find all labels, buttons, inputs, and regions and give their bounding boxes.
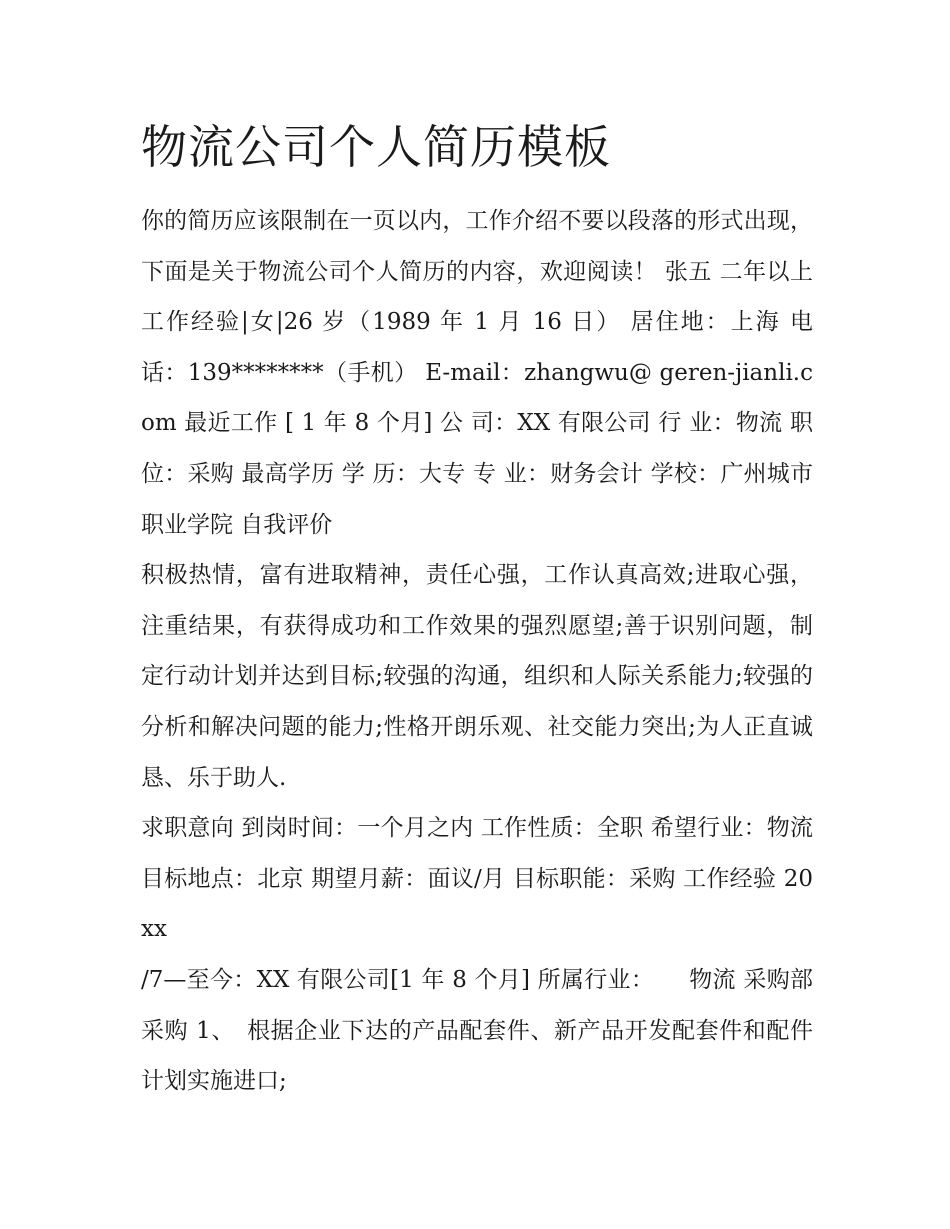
work-experience-paragraph: /7—至今：XX 有限公司[1 年 8 个月] 所属行业： 物流 采购部 采购 1、 根据企业下达的产品配套件、新产品开发配套件和配件计划实施进口; [141,966,836,1095]
document-title: 物流公司个人简历模板 [141,120,611,174]
job-intention-paragraph: 求职意向 到岗时间：一个月之内 工作性质：全职 希望行业：物流 目标地点：北京 期望月薪：面议/月 目标职能：采购 工作经验 20xx [141,815,813,943]
intro-paragraph: 你的简历应该限制在一页以内，工作介绍不要以段落的形式出现，下面是关于物流公司个人简历的内容，欢迎阅读！ 张五 二年以上工作经验|女|26 岁（1989 年 1 月 16 日） 居住地：上海 电 话：139********（手机） E-mail：zhangwu@ geren-jianli.com 最近工作 [ 1 年 8 个月] 公 司：XX 有限公司 行 业：物流 职 位：采购 最高学历 学 历：大专 专 业：财务会计 学校：广州城市职业学院 自我评价 [141,208,813,538]
self-evaluation-paragraph: 积极热情，富有进取精神，责任心强，工作认真高效;进取心强，注重结果，有获得成功和工作效果的强烈愿望;善于识别问题，制定行动计划并达到目标;较强的沟通，组织和人际关系能力;较强的分析和解决问题的能力;性格开朗乐观、社交能力突出;为人正直诚恳、乐于助人. [141,562,813,791]
document-page [141,112,836,1107]
